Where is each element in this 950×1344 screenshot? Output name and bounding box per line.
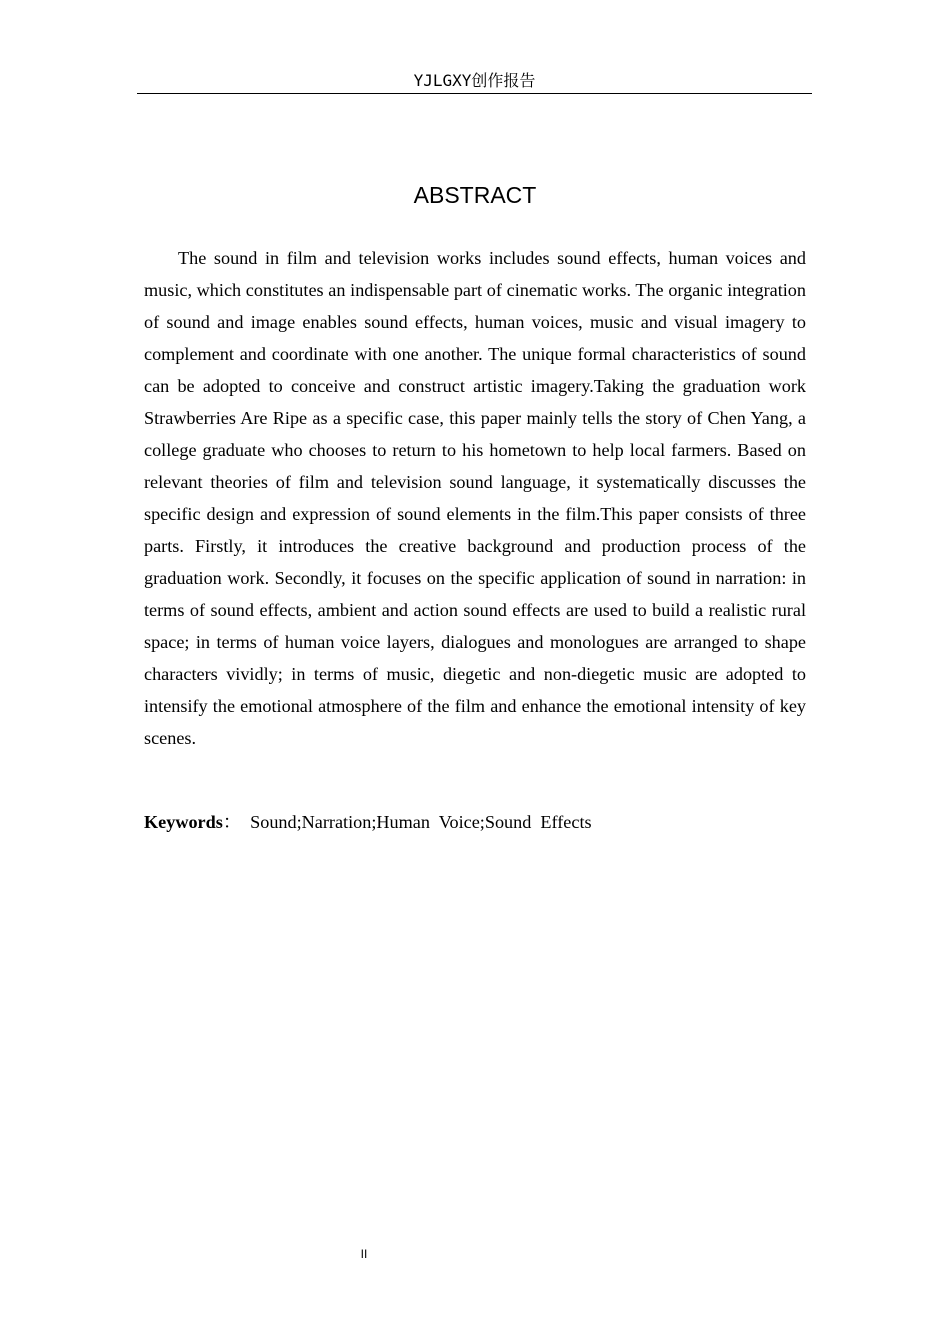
abstract-body: The sound in film and television works includes sound effects, human voices and music, which constitutes an indispensable part of cinematic works. The organic integration of sound and image enables sound effects, human voices, music and visual imagery to complement and coordinate with one another. The unique formal characteristics of sound can be adopted to conceive and construct artistic imagery.Taking the graduation work Strawberries Are Ripe as a specific case, this paper mainly tells the story of Chen Yang, a college graduate who chooses to return to his hometown to help local farmers. Based on relevant theories of film and television sound language, it systematically discusses the specific design and expression of sound elements in the film.This paper consists of three parts. Firstly, it introduces the creative background and production process of the graduation work. Secondly, it focuses on the specific application of sound in narration: in terms of sound effects, ambient and action sound effects are used to build a realistic rural space; in terms of human voice layers, dialogues and monologues are arranged to shape characters vividly; in terms of music, diegetic and non-diegetic music are adopted to intensify the emotional atmosphere of the film and enhance the emotional intensity of key scenes. (144, 248, 806, 748)
abstract-title: ABSTRACT (413, 182, 537, 208)
keywords-label: Keywords (144, 812, 223, 832)
page-header (137, 70, 812, 94)
keywords-separator: ： (222, 812, 242, 832)
keywords-line (144, 806, 806, 838)
keywords-value: Sound;Narration;Human Voice;Sound Effects (241, 812, 592, 832)
page-number: II (360, 1247, 368, 1261)
header-text: YJLGXY创作报告 (413, 71, 536, 90)
